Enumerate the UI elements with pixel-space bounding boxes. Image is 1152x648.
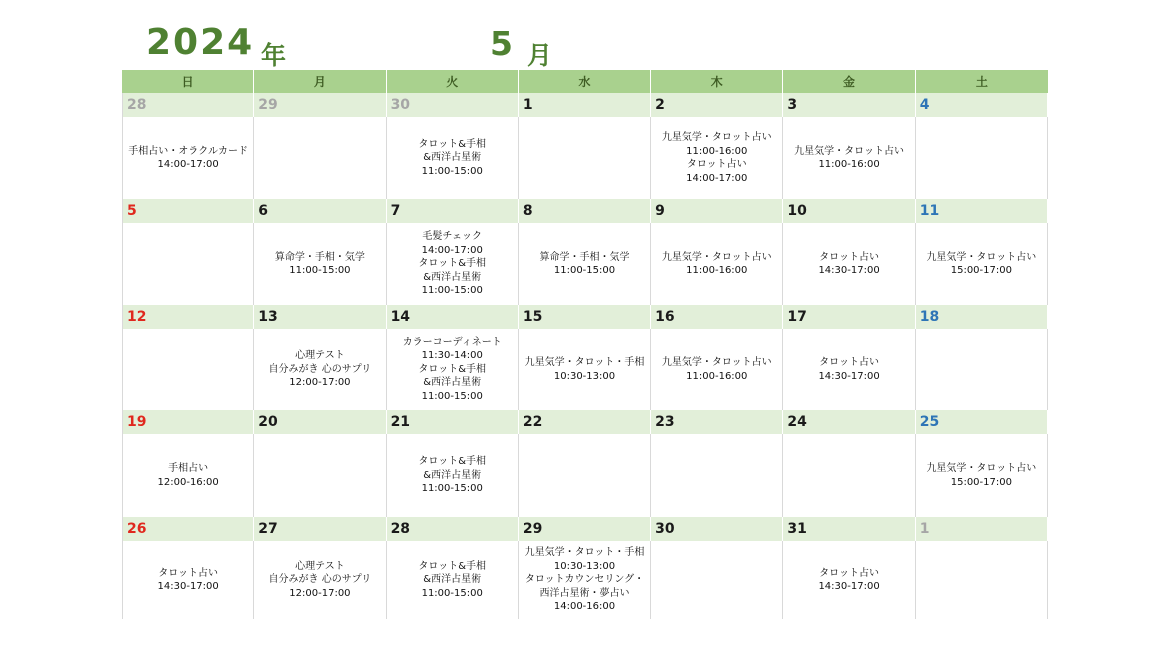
- calendar-day-cell[interactable]: [387, 517, 519, 619]
- event-line: 11:00-16:00: [818, 159, 880, 170]
- calendar-day-cell[interactable]: [122, 93, 254, 199]
- day-events: [651, 434, 782, 517]
- event-line: 10:30-13:00: [553, 560, 616, 572]
- calendar-day-cell[interactable]: [783, 517, 915, 619]
- day-events: [519, 434, 650, 517]
- calendar-day-cell[interactable]: [254, 93, 386, 199]
- calendar-day-cell[interactable]: [122, 517, 254, 619]
- day-number: 12: [123, 305, 254, 329]
- event-line: &西洋占星術: [423, 377, 482, 389]
- day-number: 24: [783, 410, 915, 434]
- event-line: 12:00-17:00: [289, 377, 351, 389]
- weekday-header-row: [122, 70, 1048, 93]
- day-number: 15: [519, 305, 651, 329]
- event-line: 11:00-15:00: [421, 483, 483, 495]
- calendar-day-cell[interactable]: [387, 199, 519, 305]
- event-line: 算命学・手相・気学: [539, 251, 630, 263]
- event-line: 14:30-17:00: [157, 581, 219, 592]
- event-line: カラーコーディネート: [402, 336, 502, 348]
- day-number: 3: [783, 93, 915, 117]
- day-number: 20: [254, 410, 386, 434]
- day-number: 7: [387, 199, 519, 223]
- day-events: [387, 117, 518, 199]
- calendar-day-cell[interactable]: [519, 199, 651, 305]
- calendar-day-cell[interactable]: [519, 93, 651, 199]
- day-events: [519, 541, 650, 619]
- event-line: 九星気学・タロット占い: [661, 251, 772, 263]
- day-events: [123, 329, 253, 410]
- day-events: [123, 541, 253, 619]
- day-events: [783, 434, 914, 517]
- event-line: 九星気学・タロット占い: [926, 251, 1037, 263]
- event-line: 九星気学・タロット占い: [661, 132, 772, 143]
- title-month: 5: [490, 24, 513, 63]
- day-events: [651, 329, 782, 410]
- event-line: 15:00-17:00: [950, 265, 1012, 276]
- calendar-day-cell[interactable]: [783, 305, 915, 410]
- day-number: 30: [387, 93, 519, 117]
- day-events: [651, 117, 782, 199]
- event-line: 12:00-16:00: [157, 476, 219, 488]
- day-number: 18: [916, 305, 1048, 329]
- calendar-weeks: [122, 93, 1048, 619]
- event-line: タロット&手相: [418, 138, 486, 150]
- calendar-week-row: [122, 93, 1048, 199]
- weekday-fri: 金: [783, 70, 915, 93]
- event-line: 11:00-15:00: [421, 285, 483, 297]
- day-events: [916, 329, 1047, 410]
- event-line: 11:00-16:00: [686, 145, 748, 157]
- event-line: 毛髪チェック: [422, 231, 483, 243]
- calendar-day-cell[interactable]: [254, 517, 386, 619]
- event-line: 14:00-17:00: [421, 244, 483, 256]
- day-events: [783, 117, 914, 199]
- day-events: [519, 223, 650, 305]
- calendar-day-cell[interactable]: [916, 305, 1048, 410]
- calendar-day-cell[interactable]: [651, 410, 783, 517]
- event-line: タロット&手相: [418, 456, 486, 468]
- event-line: 14:00-17:00: [157, 159, 219, 170]
- day-events: [387, 434, 518, 517]
- day-events: [783, 223, 914, 305]
- event-line: 11:00-16:00: [686, 370, 748, 382]
- calendar-day-cell[interactable]: [783, 93, 915, 199]
- event-line: タロット&手相: [418, 363, 486, 375]
- day-events: [783, 541, 914, 619]
- event-line: 11:00-15:00: [421, 587, 483, 599]
- event-line: 算命学・手相・気学: [274, 251, 365, 263]
- event-line: 14:30-17:00: [818, 370, 880, 382]
- event-line: 10:30-13:00: [553, 370, 616, 382]
- day-events: [651, 223, 782, 305]
- day-number: 6: [254, 199, 386, 223]
- event-line: 手相占い: [168, 463, 209, 474]
- calendar-day-cell[interactable]: [651, 199, 783, 305]
- calendar-day-cell[interactable]: [122, 410, 254, 517]
- day-events: [254, 117, 385, 199]
- event-line: 九星気学・タロット・手相: [524, 547, 645, 559]
- event-line: 11:00-15:00: [421, 390, 483, 402]
- event-line: 自分みがき 心のサプリ: [268, 574, 372, 586]
- event-line: 九星気学・タロット占い: [926, 463, 1037, 474]
- day-events: [123, 117, 253, 199]
- day-events: [519, 117, 650, 199]
- calendar-day-cell[interactable]: [387, 305, 519, 410]
- calendar-week-row: [122, 517, 1048, 619]
- calendar-week-row: [122, 199, 1048, 305]
- day-events: [123, 223, 253, 305]
- event-line: タロットカウンセリング・: [524, 574, 645, 586]
- event-line: 九星気学・タロット・手相: [524, 357, 645, 368]
- day-number: 27: [254, 517, 386, 541]
- event-line: &西洋占星術: [423, 574, 482, 586]
- event-line: 15:00-17:00: [950, 476, 1012, 488]
- day-number: 17: [783, 305, 915, 329]
- weekday-sun: 日: [122, 70, 254, 93]
- event-line: タロット占い: [686, 159, 747, 170]
- event-line: 14:00-16:00: [553, 601, 616, 613]
- day-number: 1: [916, 517, 1048, 541]
- event-line: 自分みがき 心のサプリ: [268, 363, 372, 375]
- event-line: タロット占い: [158, 567, 219, 579]
- calendar-day-cell[interactable]: [254, 410, 386, 517]
- day-number: 30: [651, 517, 783, 541]
- title-month-unit: 月: [527, 41, 553, 70]
- event-line: タロット&手相: [418, 258, 486, 270]
- day-events: [651, 541, 782, 619]
- event-line: &西洋占星術: [423, 469, 482, 481]
- calendar-day-cell[interactable]: [122, 305, 254, 410]
- event-line: 心理テスト: [295, 560, 345, 572]
- day-number: 5: [123, 199, 254, 223]
- calendar-day-cell[interactable]: [916, 199, 1048, 305]
- day-number: 14: [387, 305, 519, 329]
- day-events: [254, 434, 385, 517]
- event-line: 12:00-17:00: [289, 587, 351, 599]
- day-events: [254, 329, 385, 410]
- day-events: [916, 223, 1047, 305]
- day-number: 22: [519, 410, 651, 434]
- day-events: [387, 329, 518, 410]
- day-events: [387, 541, 518, 619]
- day-number: 11: [916, 199, 1048, 223]
- event-line: 九星気学・タロット占い: [794, 145, 904, 157]
- calendar-day-cell[interactable]: [387, 410, 519, 517]
- day-number: 8: [519, 199, 651, 223]
- event-line: 西洋占星術・夢占い: [539, 587, 630, 599]
- day-number: 28: [123, 93, 254, 117]
- event-line: 14:30-17:00: [818, 265, 880, 276]
- calendar-day-cell[interactable]: [519, 517, 651, 619]
- day-number: 2: [651, 93, 783, 117]
- weekday-wed: 水: [519, 70, 651, 93]
- day-number: 4: [916, 93, 1048, 117]
- day-number: 16: [651, 305, 783, 329]
- day-events: [783, 329, 914, 410]
- event-line: 11:00-15:00: [289, 265, 351, 276]
- event-line: &西洋占星術: [423, 271, 482, 283]
- day-number: 13: [254, 305, 386, 329]
- weekday-sat: 土: [975, 75, 988, 89]
- calendar-grid: [122, 70, 1048, 619]
- calendar-day-cell[interactable]: [916, 517, 1048, 619]
- title-year: 2024: [146, 22, 255, 63]
- calendar-day-cell[interactable]: [651, 517, 783, 619]
- weekday-thu: 木: [651, 70, 783, 93]
- calendar-day-cell[interactable]: [651, 305, 783, 410]
- event-line: 11:30-14:00: [421, 350, 483, 362]
- day-number: 9: [651, 199, 783, 223]
- day-events: [916, 541, 1047, 619]
- day-number: 21: [387, 410, 519, 434]
- day-number: 28: [387, 517, 519, 541]
- day-number: 19: [123, 410, 254, 434]
- event-line: タロット&手相: [418, 560, 486, 572]
- day-number: 23: [651, 410, 783, 434]
- calendar-day-cell[interactable]: [651, 93, 783, 199]
- day-number: 29: [519, 517, 651, 541]
- event-line: 11:00-15:00: [421, 165, 483, 177]
- calendar-day-cell[interactable]: [519, 305, 651, 410]
- event-line: タロット占い: [819, 567, 879, 579]
- day-number: 25: [916, 410, 1048, 434]
- calendar-day-cell[interactable]: [387, 93, 519, 199]
- day-number: 1: [519, 93, 651, 117]
- event-line: 14:30-17:00: [818, 581, 880, 592]
- event-line: 心理テスト: [295, 350, 345, 362]
- calendar-week-row: [122, 410, 1048, 517]
- day-events: [123, 434, 253, 517]
- weekday-mon: 月: [254, 70, 386, 93]
- day-events: [254, 223, 385, 305]
- event-line: 11:00-15:00: [553, 265, 616, 276]
- event-line: 11:00-16:00: [686, 265, 748, 276]
- event-line: タロット占い: [819, 251, 879, 263]
- event-line: &西洋占星術: [423, 152, 482, 164]
- day-number: 26: [123, 517, 254, 541]
- title-year-unit: 年: [261, 41, 287, 70]
- calendar-day-cell[interactable]: [916, 93, 1048, 199]
- calendar-day-cell[interactable]: [254, 199, 386, 305]
- calendar-week-row: [122, 305, 1048, 410]
- calendar-day-cell[interactable]: [783, 410, 915, 517]
- event-line: 九星気学・タロット占い: [661, 357, 772, 368]
- weekday-tue: 火: [387, 70, 519, 93]
- calendar-day-cell[interactable]: [783, 199, 915, 305]
- calendar-day-cell[interactable]: [254, 305, 386, 410]
- day-number: 31: [783, 517, 915, 541]
- day-events: [916, 117, 1047, 199]
- day-number: 10: [783, 199, 915, 223]
- event-line: タロット占い: [819, 357, 879, 368]
- calendar-day-cell[interactable]: [519, 410, 651, 517]
- day-events: [519, 329, 650, 410]
- calendar-day-cell[interactable]: [122, 199, 254, 305]
- day-number: 29: [254, 93, 386, 117]
- calendar-day-cell[interactable]: [916, 410, 1048, 517]
- day-events: [254, 541, 385, 619]
- event-line: 14:00-17:00: [686, 172, 748, 184]
- event-line: 手相占い・オラクルカード: [128, 145, 248, 157]
- day-events: [916, 434, 1047, 517]
- day-events: [387, 223, 518, 305]
